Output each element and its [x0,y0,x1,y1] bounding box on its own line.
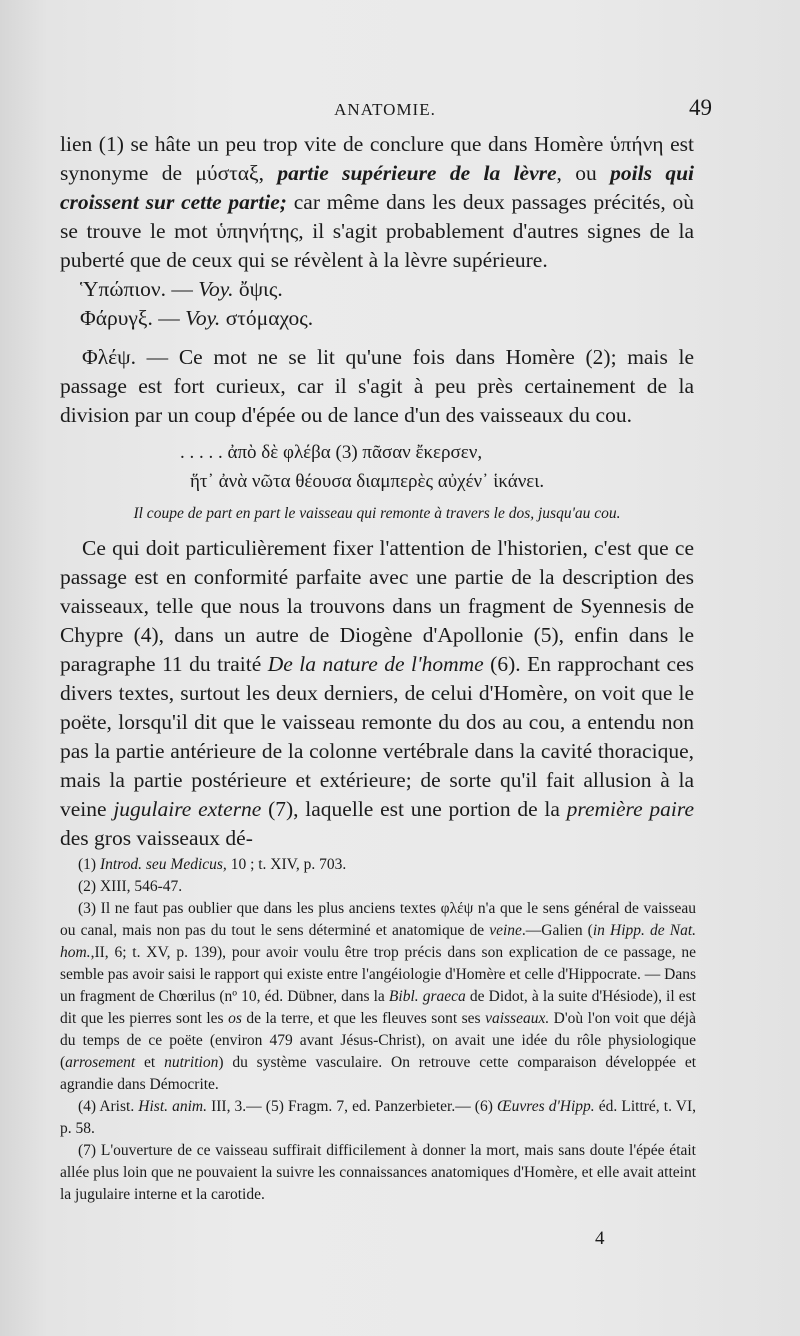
signature-mark: 4 [595,1228,605,1249]
homer-quote [60,438,694,496]
footnote-1: (1) Introd. seu Medicus, 10 ; t. XIV, p. 703. [78,856,347,873]
quote-translation: Il coupe de part en part le vaisseau qui remonte à travers le dos, jusqu'au cou. [133,505,621,522]
entry-hypopion: Ὑπώπιον. — Voy. ὄψις. [80,277,283,301]
footnote-7: (7) L'ouverture de ce vaisseau suffirait difficilement à donner la mort, mais sans doute l'épée était allée plus loin que ne pouvaient la suivre les connaissances anatomiques d'Homère, et elle avait atteint la jugulaire interne et la carotide. [60,1142,696,1203]
page-title: ANATOMIE. [334,100,436,119]
footnote-3: (3) Il ne faut pas oublier que dans les plus anciens textes φλέψ n'a que le sens général de vaisseau ou canal, mais non pas du tout le sens déterminé et anatomique de veine.—Galien (in Hipp. de Nat. hom.,II, 6; t. XV, p. 139), pour avoir voulu être trop précis dans son explication de ce passage, ne semble pas avoir saisi le rapport qui existe entre l'angéiologie d'Homère et celle d'Hippocrate. — Dans un fragment de Chœrilus (nº 10, éd. Dübner, dans la Bibl. graeca de Didot, à la suite d'Hésiode), il est dit que les pierres sont les os de la terre, et que les fleuves sont ses vaisseaux. D'où l'on voit que déjà du temps de ce poëte (environ 479 avant Jésus-Christ), on avait une idée du rôle physiologique (arrosement et nutrition) du système vasculaire. On retrouve cette comparaison développée et agrandie dans Démocrite. [60,900,697,1093]
page-number: 49 [689,95,712,120]
paragraph-continuation: lien (1) se hâte un peu trop vite de conclure que dans Homère ὑπήνη est synonyme de μύσταξ, partie supérieure de la lèvre, ou poils qui croissent sur cette partie; car même dans les deux passages précités, où se trouve le mot ὑπηνήτης, il s'agit probablement d'autres signes de la puberté que de ceux qui se révèlent à la lèvre supérieure. [60,132,695,272]
footnote-2: (2) XIII, 546-47. [78,878,183,895]
paragraph-analysis: Ce qui doit particulièrement fixer l'attention de l'historien, c'est que ce passage est en conformité parfaite avec une partie de la description des vaisseaux, telle que nous la trouvons dans un fragment de Syennesis de Chypre (4), dans un autre de Diogène d'Apollonie (5), enfin dans le paragraphe 11 du traité De la nature de l'homme (6). En rapprochant ces divers textes, surtout les deux derniers, de celui d'Homère, on voit que le poëte, lorsqu'il dit que le vaisseau remonte du dos au cou, a entendu non pas la partie antérieure de la colonne vertébrale dans la cavité thoracique, mais la partie postérieure et extérieure; de sorte qu'il fait allusion à la veine jugulaire externe (7), laquelle est une portion de la première paire des gros vaisseaux dé- [60,536,695,850]
quote-line-2: ἥτ᾽ ἀνὰ νῶτα θέουσα διαμπερὲς αὐχέν᾽ ἱκάνει. [190,471,545,492]
main-text [60,130,694,853]
entry-pharynx: Φάρυγξ. — Voy. στόμαχος. [80,306,314,330]
quote-line-1: . . . . . ἀπὸ δὲ φλέβα (3) πᾶσαν ἔκερσεν, [180,442,483,463]
running-header [60,95,712,130]
footnote-4-5-6: (4) Arist. Hist. anim. III, 3.— (5) Fragm. 7, ed. Panzerbieter.— (6) Œuvres d'Hipp. éd. Littré, t. VI, p. 58. [60,1098,696,1137]
footnotes [60,854,696,1206]
paragraph-phleps: Φλέψ. — Ce mot ne se lit qu'une fois dans Homère (2); mais le passage est fort curieux, car il s'agit à peu près certainement de la division par un coup d'épée ou de lance d'un des vaisseaux du cou. [60,345,694,427]
